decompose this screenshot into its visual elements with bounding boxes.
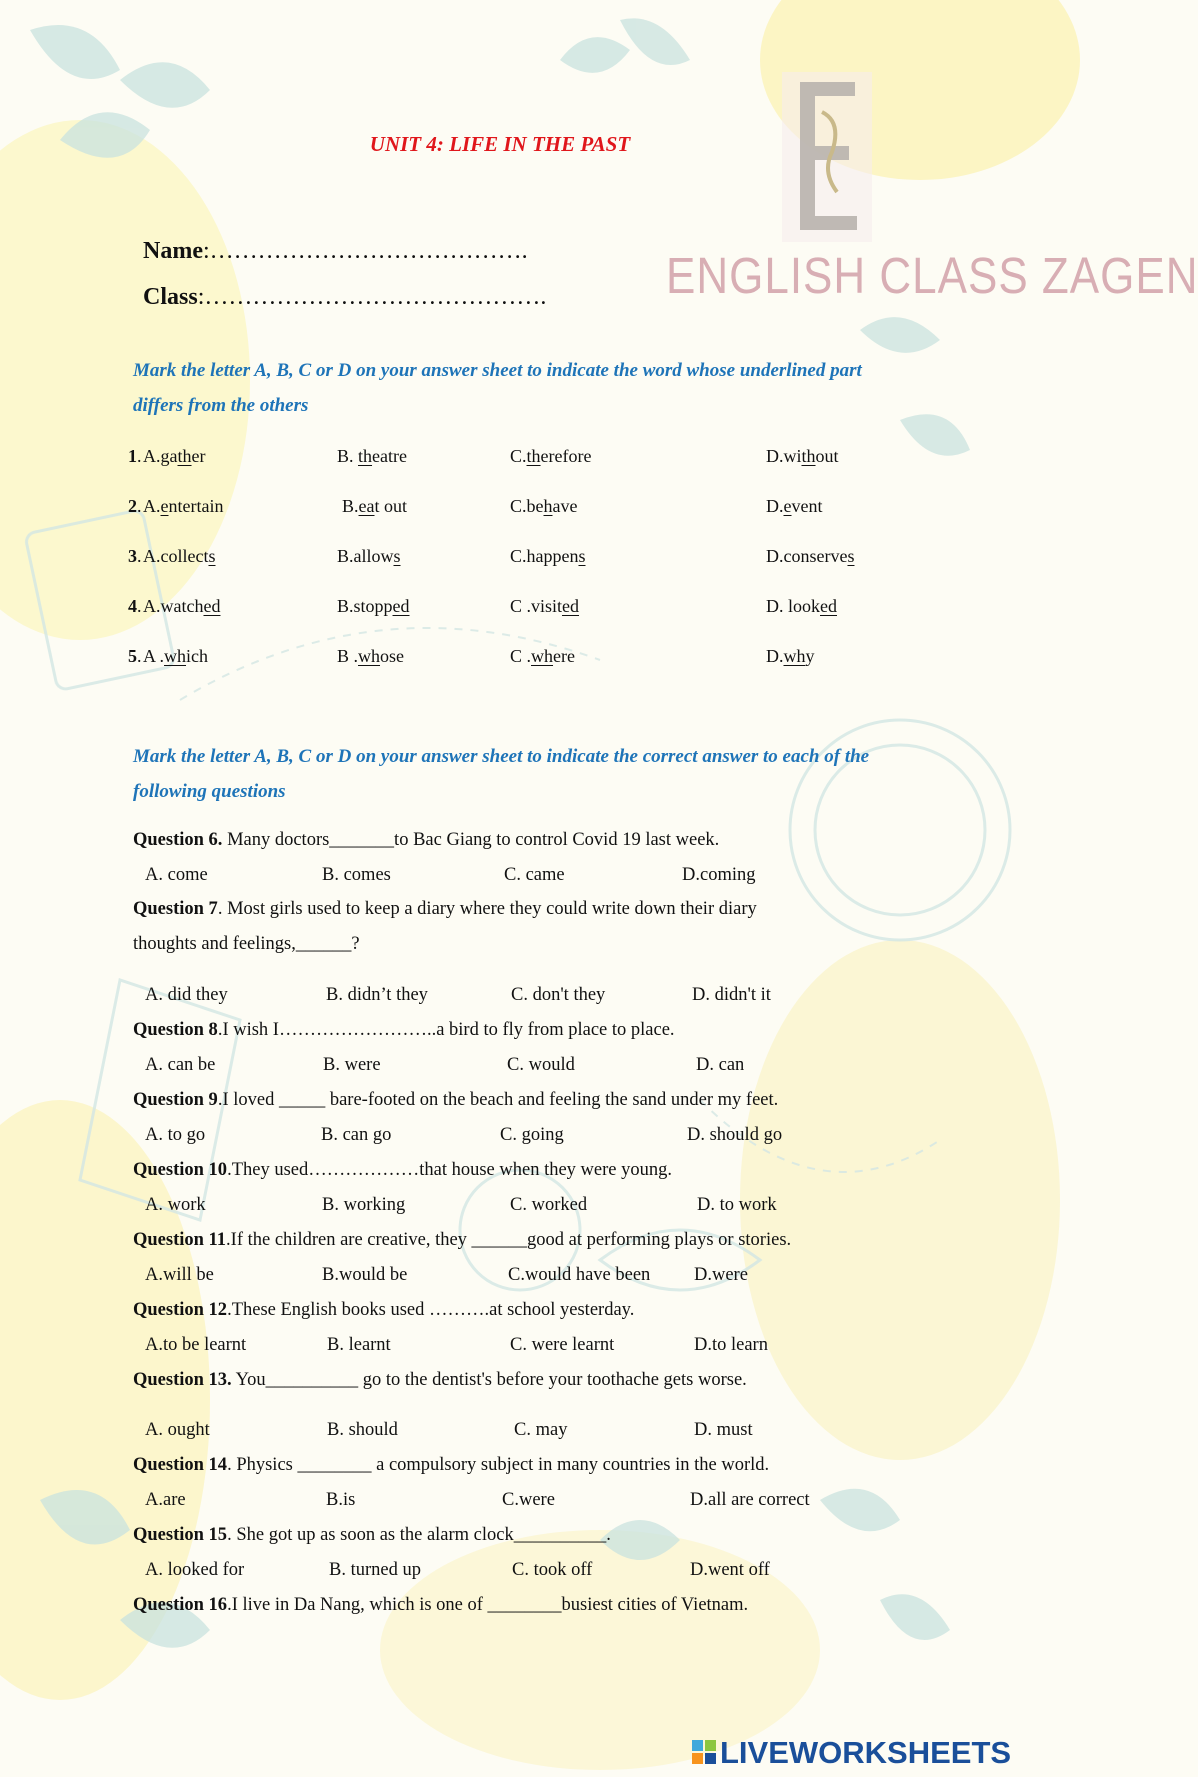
option-pre: C .visit [510, 596, 563, 616]
pron-option[interactable] [766, 496, 823, 517]
option-underlined: ea [358, 496, 375, 516]
pron-option[interactable] [766, 446, 839, 467]
item-number: 1 [128, 446, 137, 466]
question-text: You__________ go to the dentist's before your toothache gets worse. [231, 1370, 747, 1390]
option-post: ich [186, 646, 209, 666]
answer-option[interactable]: D.coming [682, 865, 756, 885]
option-underlined: h [543, 496, 553, 516]
option-underlined: e [783, 496, 792, 516]
question-text: Many doctors_______to Bac Giang to control Covid 19 last week. [222, 830, 720, 850]
option-pre: B. [342, 496, 359, 516]
option-post: ere [553, 646, 575, 666]
option-post: out [815, 446, 839, 466]
option-post: eatre [372, 446, 407, 466]
item-number-sep: . [137, 446, 142, 466]
answer-option[interactable]: D. should go [687, 1125, 783, 1145]
pron-option[interactable] [766, 646, 815, 667]
pron-option[interactable] [766, 546, 854, 567]
item-number-sep: . [137, 496, 142, 516]
option-underlined: s [578, 546, 586, 566]
option-underlined: ed [820, 596, 837, 616]
pron-option[interactable] [143, 646, 208, 667]
answer-option[interactable]: D.to learn [694, 1335, 768, 1355]
answer-option[interactable]: C. going [500, 1125, 564, 1145]
question-label: Question 14 [133, 1455, 228, 1475]
question-label: Question 16 [133, 1595, 228, 1615]
pron-option[interactable] [510, 646, 575, 667]
answer-option[interactable]: B. learnt [327, 1335, 391, 1355]
option-underlined: s [393, 546, 401, 566]
answer-option[interactable]: D. must [694, 1420, 753, 1440]
question-16 [133, 1595, 748, 1616]
instruction-grammar: Mark the letter A, B, C or D on your answer sheet to indicate the correct answer to each of the following questions [133, 746, 870, 802]
class-field[interactable] [143, 284, 546, 311]
answer-option[interactable]: C. don't they [511, 985, 606, 1005]
pron-option[interactable] [143, 596, 220, 617]
option-underlined: wh [783, 646, 806, 666]
option-pre: A . [143, 646, 165, 666]
answer-option[interactable]: A. did they [145, 985, 228, 1005]
question-label: Question 8 [133, 1020, 218, 1040]
answer-option[interactable]: C.would have been [508, 1265, 651, 1285]
item-number-sep: . [137, 646, 142, 666]
logo-text: ENGLISH CLASS ZAGEN [666, 248, 1198, 305]
pron-row-1 [128, 446, 142, 467]
answer-option[interactable]: C. came [504, 865, 565, 885]
question-label: Question 9 [133, 1090, 218, 1110]
answer-option[interactable]: D. didn't it [692, 985, 771, 1005]
question-text: . Most girls used to keep a diary where they could write down their diary [217, 899, 757, 919]
question-text: . Physics ________ a compulsory subject in many countries in the world. [227, 1455, 770, 1475]
answer-option[interactable]: A. come [145, 865, 208, 885]
option-underlined: wh [358, 646, 381, 666]
answer-option[interactable]: D.all are correct [690, 1490, 810, 1510]
answer-option[interactable]: D.went off [690, 1560, 770, 1580]
liveworksheets-brand: LIVEWORKSHEETS [720, 1735, 1012, 1770]
answer-option[interactable]: A. ought [145, 1420, 210, 1440]
answer-option[interactable]: C. were learnt [510, 1335, 615, 1355]
option-post: t out [374, 496, 408, 516]
name-dots: :…………………………………. [202, 238, 528, 264]
item-number-sep: . [137, 546, 142, 566]
pron-option[interactable] [337, 546, 401, 567]
answer-option[interactable]: B. turned up [329, 1560, 421, 1580]
answer-option[interactable]: A. to go [145, 1125, 206, 1145]
item-number: 4 [128, 596, 137, 616]
option-post: ave [552, 496, 578, 516]
question-label: Question 13. [133, 1370, 232, 1390]
question-6 [133, 830, 719, 851]
option-underlined: ed [562, 596, 580, 616]
question-label: Question 7 [133, 899, 218, 919]
question-text: .If the children are creative, they ______good at performing plays or stories. [226, 1230, 792, 1250]
question-text: .They used………………that house when they were young. [227, 1160, 673, 1180]
option-post: ntertain [168, 496, 224, 516]
question-9 [133, 1090, 778, 1111]
pron-option[interactable] [143, 446, 206, 467]
option-underlined: th [358, 446, 373, 466]
option-underlined: e [160, 496, 169, 516]
name-label: Name [143, 238, 203, 264]
class-dots: :……………………………………. [197, 284, 547, 310]
english-class-zagen-logo [782, 72, 872, 242]
option-underlined: th [526, 446, 541, 466]
question-8 [133, 1020, 675, 1041]
option-pre: C . [510, 646, 532, 666]
question-label: Question 10 [133, 1160, 228, 1180]
question-10 [133, 1160, 672, 1181]
instruction-pronunciation: Mark the letter A, B, C or D on your answer sheet to indicate the word whose underlined part differs from the others [133, 360, 862, 416]
option-pre: C.be [510, 496, 544, 516]
question-label: Question 6. [133, 830, 223, 850]
answer-option[interactable]: D. can [696, 1055, 745, 1075]
item-number: 3 [128, 546, 137, 566]
answer-option[interactable]: B. should [327, 1420, 398, 1440]
question-7 [133, 899, 757, 920]
pron-option[interactable] [766, 596, 837, 617]
option-pre: B. [337, 446, 359, 466]
question-14 [133, 1455, 769, 1476]
option-post: er [191, 446, 206, 466]
option-pre: D.conserve [766, 546, 848, 566]
option-pre: A.ga [143, 446, 178, 466]
pron-option[interactable] [510, 446, 591, 467]
answer-option[interactable]: D.were [694, 1265, 748, 1285]
class-label: Class [143, 284, 198, 310]
option-pre: D. [766, 646, 784, 666]
page-title: UNIT 4: LIFE IN THE PAST [369, 132, 631, 156]
answer-option[interactable]: B. comes [322, 865, 391, 885]
option-underlined: ed [392, 596, 410, 616]
answer-option[interactable]: B. can go [321, 1125, 392, 1145]
option-underlined: th [177, 446, 192, 466]
answer-option[interactable]: D. to work [697, 1195, 777, 1215]
question-text: .I loved _____ bare-footed on the beach and feeling the sand under my feet. [217, 1090, 779, 1110]
option-pre: D. look [766, 596, 820, 616]
pron-option[interactable] [510, 596, 579, 617]
item-number: 5 [128, 646, 137, 666]
answer-option[interactable]: B.would be [322, 1265, 408, 1285]
answer-option[interactable]: A. work [145, 1195, 206, 1215]
question-text: .I live in Da Nang, which is one of ________busiest cities of Vietnam. [227, 1595, 749, 1615]
item-number: 2 [128, 496, 137, 516]
option-underlined: ed [203, 596, 221, 616]
question-12 [133, 1300, 634, 1321]
answer-option[interactable]: C. took off [512, 1560, 593, 1580]
pron-option[interactable] [337, 646, 404, 667]
answer-option[interactable]: A.to be learnt [145, 1335, 247, 1355]
option-post: vent [791, 496, 823, 516]
answer-option[interactable]: C.were [502, 1490, 555, 1510]
name-field[interactable] [143, 238, 528, 265]
pron-option[interactable] [337, 446, 407, 467]
pron-option[interactable] [143, 546, 216, 567]
pron-option[interactable] [342, 496, 407, 517]
item-number-sep: . [137, 596, 142, 616]
answer-option[interactable]: A. can be [145, 1055, 216, 1075]
question-text-continued: thoughts and feelings,______? [133, 934, 360, 954]
question-text: . She got up as soon as the alarm clock__________. [227, 1525, 611, 1545]
answer-option[interactable]: C. worked [510, 1195, 588, 1215]
answer-option[interactable]: B. were [323, 1055, 381, 1075]
question-15 [133, 1525, 611, 1546]
answer-option[interactable]: C. would [507, 1055, 575, 1075]
pron-option[interactable] [337, 596, 410, 617]
liveworksheets-logo-icon [692, 1740, 716, 1764]
question-label: Question 12 [133, 1300, 228, 1320]
question-label: Question 11 [133, 1230, 227, 1250]
pron-row-3 [128, 546, 142, 567]
question-text: .These English books used ……….at school yesterday. [227, 1300, 635, 1320]
option-post: erefore [540, 446, 592, 466]
answer-option[interactable]: B. working [322, 1195, 406, 1215]
pron-row-5 [128, 646, 142, 667]
answer-option[interactable]: A.will be [145, 1265, 214, 1285]
option-post: y [805, 646, 815, 666]
option-underlined: s [847, 546, 855, 566]
question-label: Question 15 [133, 1525, 228, 1545]
option-pre: B.allow [337, 546, 394, 566]
question-11 [133, 1230, 791, 1251]
pron-option[interactable] [510, 496, 577, 517]
option-pre: B . [337, 646, 359, 666]
option-pre: D.wi [766, 446, 802, 466]
question-13 [133, 1370, 747, 1391]
pron-option[interactable] [143, 496, 223, 517]
answer-option[interactable]: B.is [326, 1490, 356, 1510]
option-pre: C.happen [510, 546, 579, 566]
option-underlined: wh [164, 646, 187, 666]
answer-option[interactable]: C. may [514, 1420, 568, 1440]
pron-option[interactable] [510, 546, 586, 567]
option-underlined: s [208, 546, 216, 566]
answer-option[interactable]: A.are [145, 1490, 186, 1510]
option-pre: A.collect [143, 546, 209, 566]
question-text: .I wish I……………………..a bird to fly from place to place. [217, 1020, 675, 1040]
answer-option[interactable]: A. looked for [145, 1560, 245, 1580]
option-pre: D. [766, 496, 784, 516]
option-pre: C. [510, 446, 527, 466]
option-post: ose [380, 646, 405, 666]
option-pre: A. [143, 496, 161, 516]
option-pre: A.watch [143, 596, 204, 616]
option-underlined: wh [531, 646, 554, 666]
option-pre: B.stopp [337, 596, 393, 616]
pron-row-2 [128, 496, 142, 517]
answer-option[interactable]: B. didn’t they [326, 985, 428, 1005]
pron-row-4 [128, 596, 142, 617]
option-underlined: th [801, 446, 816, 466]
